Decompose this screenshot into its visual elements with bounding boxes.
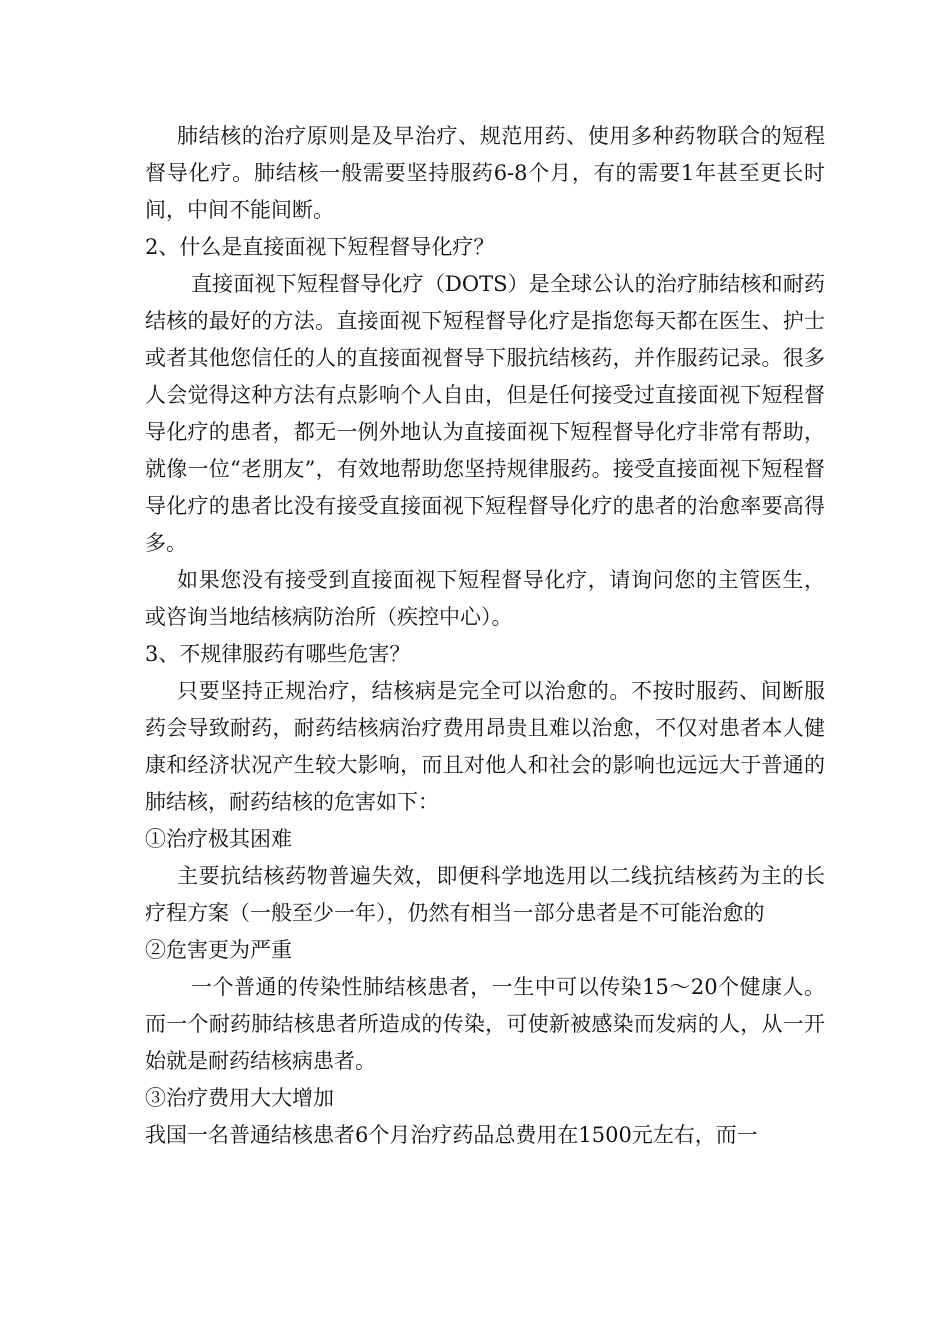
- subheading-cost-increase: ③治疗费用大大增加: [145, 1086, 334, 1110]
- section-heading-dots: 2、什么是直接面视下短程督导化疗？: [145, 235, 495, 259]
- paragraph-irregular-medication: 只要坚持正规治疗，结核病是完全可以治愈的。不按时服药、间断服药会导致耐药，耐药结核病治疗费用昂贵且难以治愈，不仅对患者本人健康和经济状况产生较大影响，而且对他人和社会的影响也远远大于普通的肺结核，耐药结核的危害如下：: [145, 679, 825, 814]
- paragraph-dots-advice: 如果您没有接受到直接面视下短程督导化疗，请询问您的主管医生，或咨询当地结核病防治所（疾控中心）。: [145, 568, 825, 629]
- paragraph-more-serious-harm: 一个普通的传染性肺结核患者，一生中可以传染15～20个健康人。而一个耐药肺结核患者所造成的传染，可使新被感染而发病的人，从一开始就是耐药结核病患者。: [145, 975, 825, 1073]
- section-heading-irregular-medication: 3、不规律服药有哪些危害？: [145, 642, 411, 666]
- paragraph-dots-description: 直接面视下短程督导化疗（DOTS）是全球公认的治疗肺结核和耐药结核的最好的方法。直接面视下短程督导化疗是指您每天都在医生、护士或者其他您信任的人的直接面视督导下服抗结核药，并作服药记录。很多人会觉得这种方法有点影响个人自由，但是任何接受过直接面视下短程督导化疗的患者，都无一例外地认为直接面视下短程督导化疗非常有帮助，就像一位“老朋友”，有效地帮助您坚持规律服药。接受直接面视下短程督导化疗的患者比没有接受直接面视下短程督导化疗的患者的治愈率要高得多。: [145, 272, 825, 555]
- paragraph-treatment-principles: 肺结核的治疗原则是及早治疗、规范用药、使用多种药物联合的短程督导化疗。肺结核一般需要坚持服药6-8个月，有的需要1年甚至更长时间，中间不能间断。: [145, 124, 825, 222]
- paragraph-treatment-difficult: 主要抗结核药物普遍失效，即便科学地选用以二线抗结核药为主的长疗程方案（一般至少一年），仍然有相当一部分患者是不可能治愈的: [145, 864, 825, 925]
- paragraph-cost-increase: 我国一名普通结核患者6个月治疗药品总费用在1500元左右，而一: [145, 1123, 758, 1147]
- subheading-more-serious-harm: ②危害更为严重: [145, 938, 292, 962]
- document-body: [145, 118, 825, 1154]
- subheading-treatment-difficult: ①治疗极其困难: [145, 827, 292, 851]
